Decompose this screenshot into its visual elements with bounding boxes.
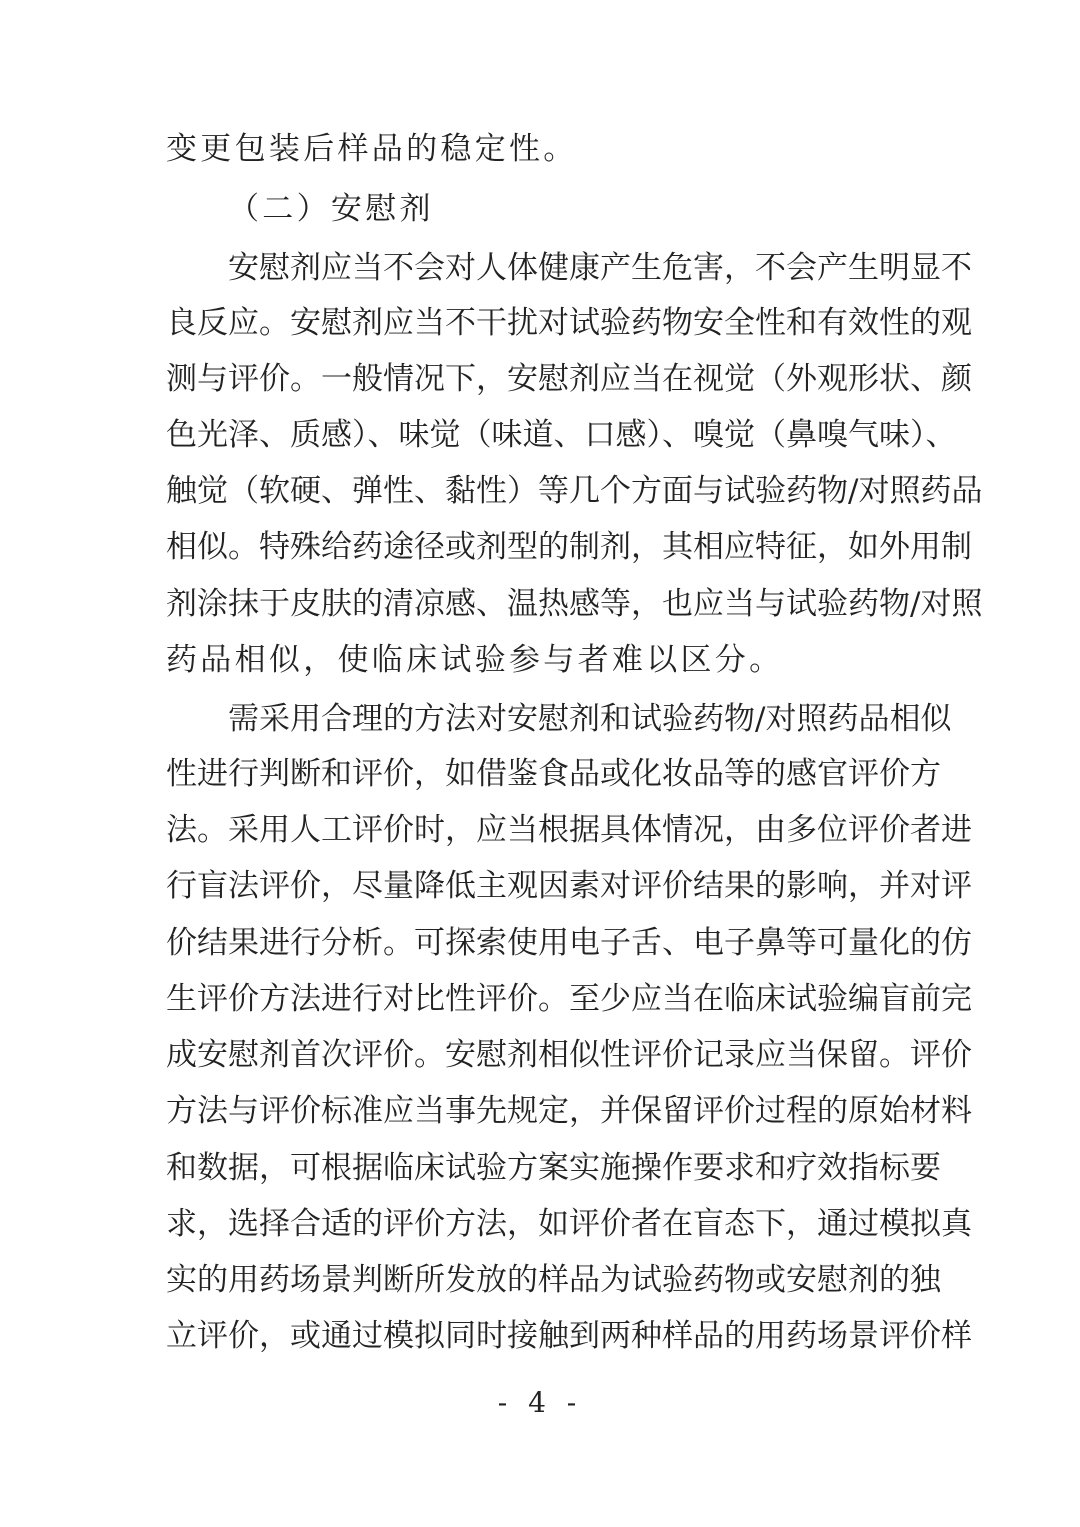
text-line: 成安慰剂首次评价。安慰剂相似性评价记录应当保留。评价 (166, 1037, 972, 1073)
text-line: 方法与评价标准应当事先规定，并保留评价过程的原始材料 (166, 1093, 972, 1129)
page-number: - 4 - (497, 1386, 583, 1419)
text-line: 立评价，或通过模拟同时接触到两种样品的用药场景评价样 (166, 1318, 972, 1354)
text-line: 需采用合理的方法对安慰剂和试验药物/对照药品相似 (228, 701, 952, 737)
text-line: 相似。特殊给药途径或剂型的制剂，其相应特征，如外用制 (166, 529, 972, 565)
text-line: 安慰剂应当不会对人体健康产生危害，不会产生明显不 (228, 250, 972, 286)
text-line: 色光泽、质感）、味觉（味道、口感）、嗅觉（鼻嗅气味）、 (166, 417, 957, 453)
text-line: 良反应。安慰剂应当不干扰对试验药物安全性和有效性的观 (166, 305, 972, 341)
text-line: 实的用药场景判断所发放的样品为试验药物或安慰剂的独 (166, 1262, 941, 1298)
section-heading: （二）安慰剂 (228, 191, 434, 227)
text-line: 和数据，可根据临床试验方案实施操作要求和疗效指标要 (166, 1150, 941, 1186)
text-line: 剂涂抹于皮肤的清凉感、温热感等，也应当与试验药物/对照 (166, 586, 983, 622)
text-line: 生评价方法进行对比性评价。至少应当在临床试验编盲前完 (166, 981, 972, 1017)
text-line: 触觉（软硬、弹性、黏性）等几个方面与试验药物/对照药品 (166, 473, 983, 509)
text-line: 性进行判断和评价，如借鉴食品或化妆品等的感官评价方 (166, 756, 941, 792)
text-line: 求，选择合适的评价方法，如评价者在盲态下，通过模拟真 (166, 1206, 972, 1242)
text-line: 法。采用人工评价时，应当根据具体情况，由多位评价者进 (166, 812, 972, 848)
text-line: 药品相似，使临床试验参与者难以区分。 (166, 642, 784, 678)
text-line: 价结果进行分析。可探索使用电子舌、电子鼻等可量化的仿 (166, 925, 972, 961)
text-line: 行盲法评价，尽量降低主观因素对评价结果的影响，并对评 (166, 868, 972, 904)
text-line: 变更包装后样品的稳定性。 (166, 131, 578, 167)
text-line: 测与评价。一般情况下，安慰剂应当在视觉（外观形状、颜 (166, 361, 972, 397)
